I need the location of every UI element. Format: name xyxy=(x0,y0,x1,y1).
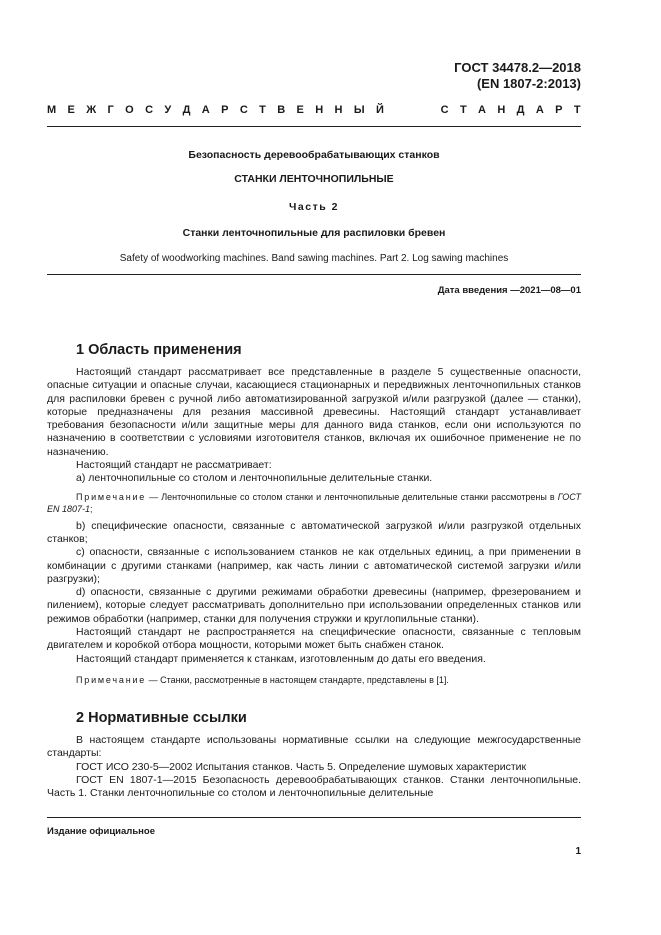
paragraph: Настоящий стандарт не рассматривает: xyxy=(76,459,272,472)
document-number xyxy=(454,60,581,92)
heading-letter: Н xyxy=(315,104,324,116)
heading-letter: С xyxy=(145,104,154,116)
list-item: а) ленточнопильные со столом и ленточнопильные делительные станки. xyxy=(76,472,433,485)
note-label: Примечание xyxy=(76,491,147,502)
heading-letter: Д xyxy=(182,104,191,116)
heading-letter: А xyxy=(535,104,544,116)
heading-letter: Ы xyxy=(353,104,365,116)
title-divider xyxy=(47,274,581,275)
heading-letter: О xyxy=(125,104,134,116)
note xyxy=(47,674,581,686)
en-number: (EN 1807-2:2013) xyxy=(476,76,581,91)
heading-letter: С xyxy=(440,104,449,116)
part-title: Станки ленточнопильные для распиловки бревен xyxy=(182,227,446,239)
paragraph: Настоящий стандарт рассматривает все представленные в разделе 5 существенные опасности, опасные ситуации и опасные случаи, касающиеся стационарных и передвижных ленточнопильных станков для распиловки бревен с ручной либо автоматизированной загрузкой и/или разгрузкой (далее — станки), которые предназначены для резания массивной древесины. Настоящий стандарт устанавливает требования безопасности и/или защитные меры для данного вида станков, если они используются по назначению в соответствии с условиями изготовителя станков, включая их ошибочное применение не по назначению. xyxy=(47,366,581,458)
heading-letter: Е xyxy=(296,104,304,116)
interstate-standard-heading xyxy=(47,104,581,116)
paragraph: Настоящий стандарт применяется к станкам, изготовленным до даты его введения. xyxy=(76,652,486,665)
official-edition-label: Издание официальное xyxy=(47,826,155,837)
heading-letter: Й xyxy=(376,104,384,116)
note-reference: ГОСТ EN 1807-1 xyxy=(47,491,581,514)
heading-letter: Т xyxy=(459,104,467,116)
header-divider xyxy=(47,126,581,127)
heading-letter: Т xyxy=(573,104,581,116)
note-text: — Ленточнопильные со столом станки и ленточнопильные делительные станки рассмотрены в xyxy=(146,491,558,502)
heading-letter: У xyxy=(164,104,172,116)
heading-letter: Ж xyxy=(86,104,97,116)
standard-part: Часть 2 xyxy=(289,201,339,213)
paragraph: В настоящем стандарте использованы нормативные ссылки на следующие межгосударственные стандарты: xyxy=(47,734,581,760)
section-1-body xyxy=(47,366,581,691)
heading-letter: А xyxy=(201,104,210,116)
word-gap xyxy=(395,104,429,116)
reference-item: ГОСТ EN 1807-1—2015 Безопасность деревообрабатывающих станков. Станки ленточнопильные. Часть 1. Станки ленточнопильные со столом и ленточнопильные делительные xyxy=(47,773,581,800)
heading-letter: Г xyxy=(107,104,114,116)
heading-letter: А xyxy=(478,104,486,116)
heading-letter: Р xyxy=(555,104,563,116)
list-item: c) опасности, связанные с использованием станков не как отдельных единиц, а при применении в комбинации с другими станками (например, как часть линии с автоматической системой загрузки и/или разгрузки); xyxy=(47,546,581,585)
section-2-body xyxy=(47,734,581,800)
page-number: 1 xyxy=(575,846,581,857)
heading-letter: С xyxy=(239,104,248,116)
heading-letter: Н xyxy=(497,104,506,116)
note-label: Примечание xyxy=(76,674,147,685)
list-item: b) специфические опасности, связанные с автоматической загрузкой и/или разгрузкой отдельных станков; xyxy=(47,519,581,545)
heading-letter: М xyxy=(47,104,57,116)
footer-divider xyxy=(47,817,581,818)
heading-letter: В xyxy=(277,104,286,116)
heading-letter: Е xyxy=(67,104,75,116)
paragraph: Настоящий стандарт не распространяется на специфические опасности, связанные с тепловым двигателем и коробкой отбора мощности, которыми может быть снабжен станок. xyxy=(47,626,581,652)
note xyxy=(47,491,581,515)
note-end: ; xyxy=(90,503,93,514)
standard-subtitle: СТАНКИ ЛЕНТОЧНОПИЛЬНЫЕ xyxy=(234,173,394,185)
section-2-title: 2 Нормативные ссылки xyxy=(76,710,247,726)
reference-item: ГОСТ ИСО 230-5—2002 Испытания станков. Часть 5. Определение шумовых характеристик xyxy=(76,760,527,773)
list-item: d) опасности, связанные с другими режимами обработки древесины (например, фрезерованием и пилением), которые следует рассматривать дополнительно при использовании определенных станков или режимов обработки (например, станки для получения стружки и круглопильные станки). xyxy=(47,586,581,625)
heading-letter: Р xyxy=(221,104,229,116)
heading-letter: Д xyxy=(516,104,525,116)
english-title: Safety of woodworking machines. Band sawing machines. Part 2. Log sawing machines xyxy=(119,253,509,264)
standard-title: Безопасность деревообрабатывающих станков xyxy=(188,149,440,161)
gost-number: ГОСТ 34478.2—2018 xyxy=(454,60,581,75)
section-1-title: 1 Область применения xyxy=(76,342,242,358)
heading-letter: Т xyxy=(259,104,266,116)
heading-letter: Н xyxy=(334,104,343,116)
introduction-date: Дата введения —2021—08—01 xyxy=(437,285,581,296)
note-text: — Станки, рассмотренные в настоящем стандарте, представлены в [1]. xyxy=(146,674,449,685)
